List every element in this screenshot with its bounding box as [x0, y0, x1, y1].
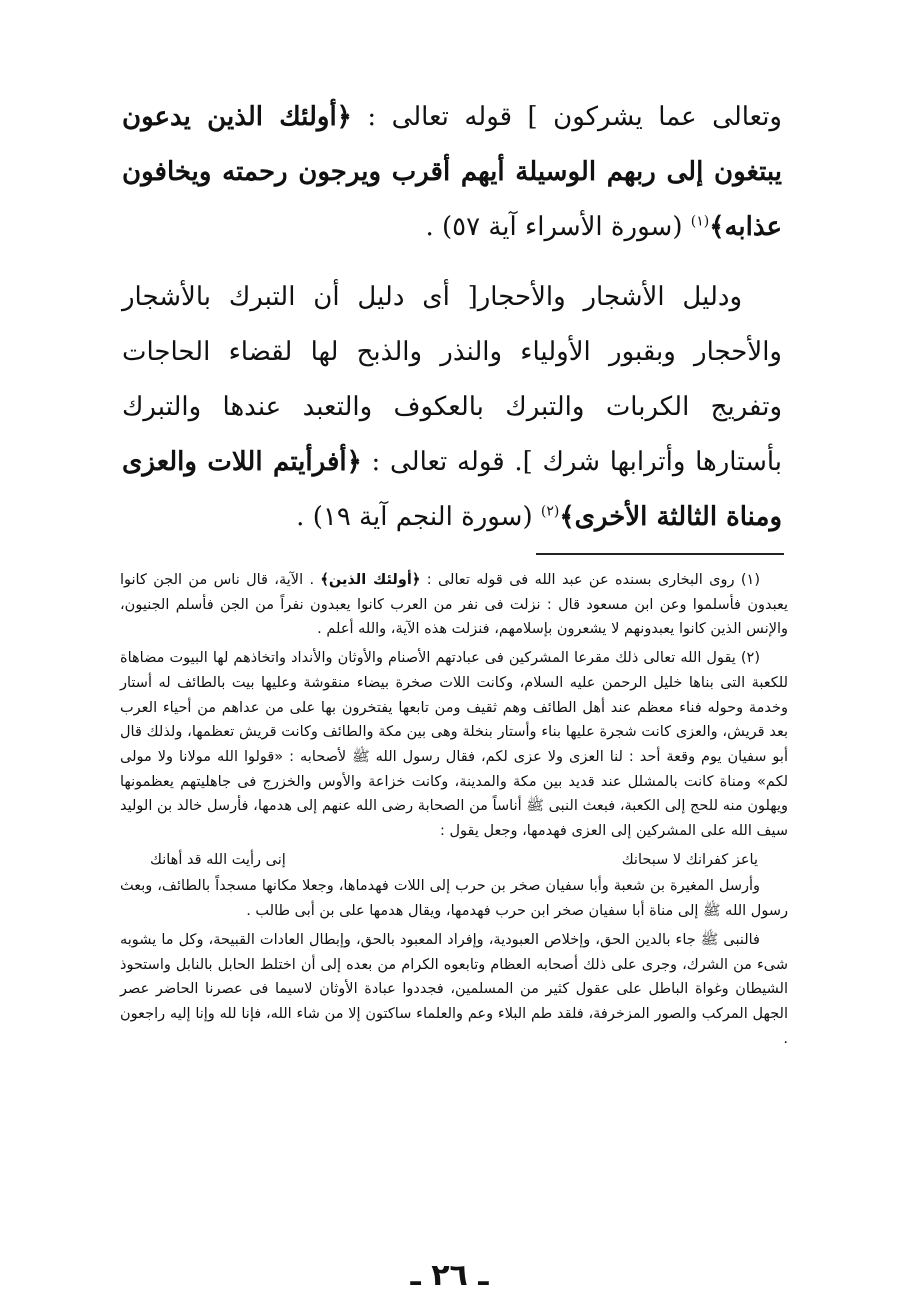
- poetry-verse-second-half: إنى رأيت الله قد أهانك: [150, 851, 286, 868]
- quran-verse-najm-19: ﴿أفرأيتم اللات والعزى ومناة الثالثة الأخرى﴾: [122, 447, 782, 532]
- footnote-marker-2[interactable]: (٢): [540, 503, 560, 520]
- footnote-marker-1[interactable]: (١): [690, 213, 710, 230]
- poetry-verse-first-half: ياعز كفرانك لا سبحانك: [621, 851, 758, 868]
- footnote-2-continued: [120, 874, 788, 923]
- main-paragraph-2: [122, 270, 782, 545]
- footnote-1-verse: ﴿أولئك الذين﴾: [320, 572, 421, 588]
- footnote-1: [120, 568, 788, 642]
- footnote-2: [120, 646, 788, 844]
- p1-lead: وتعالى عما يشركون ] قوله تعالى :: [367, 102, 782, 132]
- footnotes: [120, 568, 788, 1055]
- p2-text: ودليل الأشجار والأحجار[ أى دليل أن التبرك بالأشجار والأحجار وبقبور الأولياء والنذر والذبح لها لقضاء الحاجات وتفريج الكربات والتبرك بالعكوف والتعبد عندها والتبرك بأستارها وأترابها شرك ].: [122, 282, 783, 477]
- main-paragraph-1: [122, 90, 782, 255]
- footnote-2-commentary: [120, 928, 788, 1052]
- p2-lead: قوله تعالى :: [371, 447, 505, 477]
- poetry-verse: [120, 848, 788, 873]
- footnote-1-text-c: . الآية، قال ناس من الجن كانوا يعبدون فأسلموا وعن ابن مسعود قال : نزلت فى نفر من العرب كانوا يعبدون نفراً من الجن فأسلم الجنيون، والإنس الذين كانوا يعبدونهم لا يشعرون بإسلامهم، فنزلت هذه الآية، والله أعلم .: [120, 572, 788, 638]
- verse-reference-2: (سورة النجم آية ١٩) .: [296, 502, 533, 532]
- footnote-2-text-a: (٢) يقول الله تعالى ذلك مقرعا المشركين فى عبادتهم الأصنام والأوثان والأنداد واتخاذهم لها البيوت مضاهاة للكعبة التى بناها خليل الرحمن عليه السلام، وكانت اللات صخرة بيضاء منقوشة وعليها بيت بالطائف له أستار وخدمة وحوله فناء معظم عند أهل الطائف وهم ثقيف ومن تابعها يفتخرون بها على من عداهم من أحياء العرب بعد قريش، والعزى كانت شجرة عليها بناء وأستار بنخلة وهى بين مكة والطائف وكانت قريش تعظمها، ولذلك قال أبو سفيان يوم وقعة أحد : لنا العزى ولا عزى لكم، فقال رسول الله ﷺ لأصحابه : «قولوا الله مولانا ولا مولى لكم» ومناة كانت بالمشلل عند قديد بين مكة والمدينة، وكانت خزاعة والأوس والخزرج فى جاهليتهم يعظمونها ويهلون منه للحج إلى الكعبة، فبعث النبى ﷺ أناساً من الصحابة رضى الله عنهم إلى هدمها، فأرسل خالد بن الوليد سيف الله على المشركين إلى العزى فهدمها، وجعل يقول :: [120, 650, 788, 840]
- verse-reference-1: (سورة الأسراء آية ٥٧) .: [425, 212, 683, 242]
- footnote-separator: [536, 553, 784, 555]
- page-number: ـ ٢٦ ـ: [410, 1258, 489, 1293]
- footnote-2-text-b: وأرسل المغيرة بن شعبة وأبا سفيان صخر بن حرب إلى اللات فهدماها، وجعلا مكانها مسجداً بالطائف، وبعث رسول الله ﷺ إلى مناة أبا سفيان صخر ابن حرب فهدمها، ويقال هدمها على بن أبى طالب .: [120, 878, 788, 920]
- footnote-1-text-a: (١) روى البخارى بسنده عن عبد الله فى قوله تعالى :: [426, 572, 760, 588]
- quran-verse-isra-57: ﴿أولئك الذين يدعون يبتغون إلى ربهم الوسيلة أيهم أقرب ويرجون رحمته ويخافون عذابه﴾: [122, 102, 782, 242]
- footnote-2-text-c: فالنبى ﷺ جاء بالدين الحق، وإخلاص العبودية، وإفراد المعبود بالحق، وإبطال العادات القبيحة، وكل ما يشوبه شىء من الشرك، وجرى على ذلك أصحابه العظام وتابعوه الكرام من بعده إلى أن اختلط الحابل بالنابل واستحوذ الشيطان وغواة الباطل على عقول كثير من المسلمين، فجددوا عبادة الأوثان لاسيما فى عصرنا الحاضر عصر الجهل المركب والصور المزخرفة، فلقد طم البلاء وعم والعلماء ساكتون إلا من شاء الله، فإنا لله وإنا إليه راجعون .: [120, 931, 788, 1047]
